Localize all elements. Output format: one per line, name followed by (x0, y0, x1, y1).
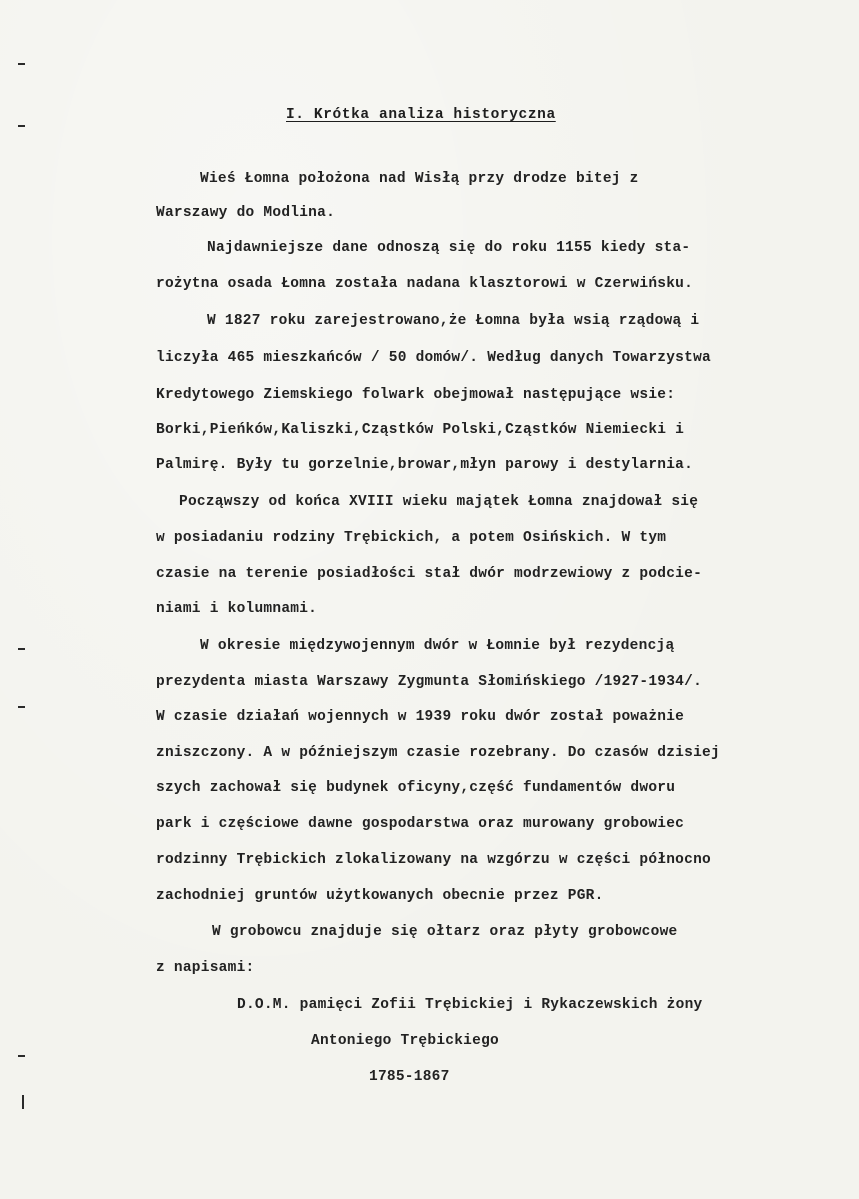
text-line: Antoniego Trębickiego (311, 1033, 499, 1049)
text-line: czasie na terenie posiadłości stał dwór modrzewiowy z podcie- (156, 566, 703, 582)
text-line: park i częściowe dawne gospodarstwa oraz murowany grobowiec (156, 816, 685, 832)
margin-mark (18, 63, 25, 65)
text-line: z napisami: (156, 960, 255, 976)
text-line: zniszczony. A w późniejszym czasie rozebrany. Do czasów dzisiej (156, 745, 720, 761)
text-line: Warszawy do Modlina. (156, 205, 336, 221)
text-line: D.O.M. pamięci Zofii Trębickiej i Rykaczewskich żony (237, 997, 703, 1013)
text-line: niami i kolumnami. (156, 601, 318, 617)
text-line: szych zachował się budynek oficyny,część fundamentów dworu (156, 780, 676, 796)
text-line: Borki,Pieńków,Kaliszki,Cząstków Polski,Cząstków Niemiecki i (156, 422, 685, 438)
text-line: zachodniej gruntów użytkowanych obecnie przez PGR. (156, 888, 604, 904)
text-line: prezydenta miasta Warszawy Zygmunta Słomińskiego /1927-1934/. (156, 674, 703, 690)
text-line: W czasie działań wojennych w 1939 roku dwór został poważnie (156, 709, 685, 725)
text-line: 1785-1867 (369, 1069, 450, 1085)
text-line: Wieś Łomna położona nad Wisłą przy drodze bitej z (200, 171, 639, 187)
margin-mark (18, 1055, 25, 1057)
text-line: Palmirę. Były tu gorzelnie,browar,młyn parowy i destylarnia. (156, 457, 694, 473)
margin-mark (22, 1095, 24, 1109)
text-line: W okresie międzywojennym dwór w Łomnie był rezydencją (200, 638, 675, 654)
document-title: I. Krótka analiza historyczna (286, 107, 556, 123)
margin-mark (18, 706, 25, 708)
text-line: Kredytowego Ziemskiego folwark obejmował następujące wsie: (156, 387, 676, 403)
text-line: rożytna osada Łomna została nadana klasztorowi w Czerwińsku. (156, 276, 694, 292)
margin-mark (18, 648, 25, 650)
text-line: rodzinny Trębickich zlokalizowany na wzgórzu w części północno (156, 852, 711, 868)
text-line: W grobowcu znajduje się ołtarz oraz płyty grobowcowe (212, 924, 678, 940)
text-line: Najdawniejsze dane odnoszą się do roku 1155 kiedy sta- (207, 240, 691, 256)
text-line: Począwszy od końca XVIII wieku majątek Łomna znajdował się (179, 494, 699, 510)
margin-mark (18, 125, 25, 127)
text-line: W 1827 roku zarejestrowano,że Łomna była wsią rządową i (207, 313, 700, 329)
text-line: w posiadaniu rodziny Trębickich, a potem Osińskich. W tym (156, 530, 667, 546)
text-line: liczyła 465 mieszkańców / 50 domów/. Według danych Towarzystwa (156, 350, 711, 366)
